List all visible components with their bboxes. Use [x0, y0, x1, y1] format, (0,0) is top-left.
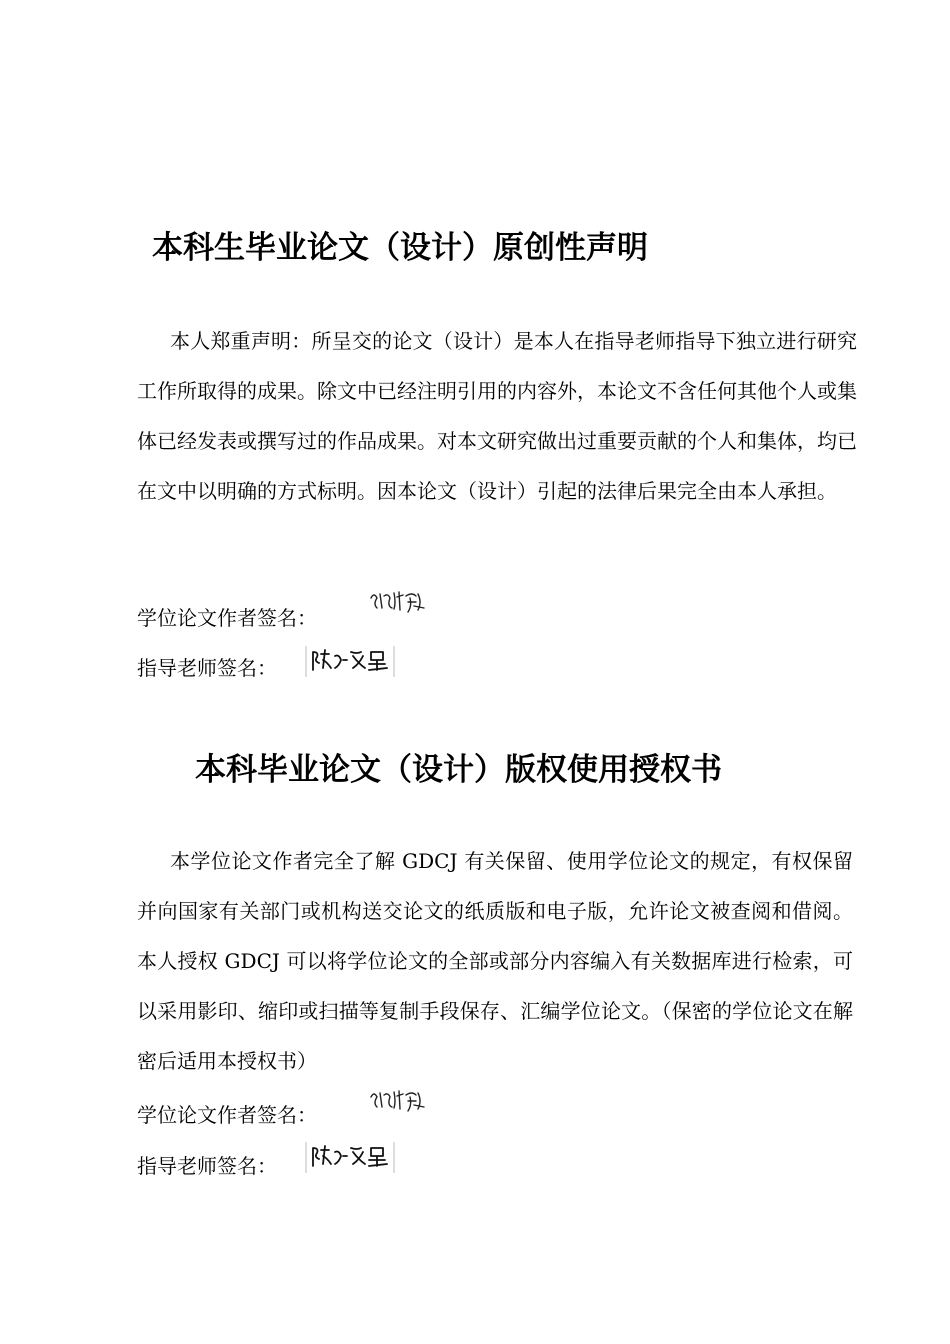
declaration-title: 本科生毕业论文（设计）原创性声明	[152, 230, 648, 266]
authorization-title: 本科毕业论文（设计）版权使用授权书	[195, 752, 722, 788]
advisor-signature-image	[305, 644, 397, 678]
declaration-advisor-signature-label: 指导老师签名：	[137, 656, 277, 680]
authorization-advisor-signature-label: 指导老师签名：	[137, 1154, 277, 1178]
authorization-body: 本学位论文作者完全了解 GDCJ 有关保留、使用学位论文的规定，有权保留并向国家有关部门或机构送交论文的纸质版和电子版，允许论文被查阅和借阅。本人授权 GDCJ 可以将学位论文的全部或部分内容编入有关数据库进行检索，可以采用影印、缩印或扫描等复制手段保存、汇编学位论文。（保密的学位论文在解密后适用本授权书）	[137, 849, 853, 1073]
author-signature-image	[368, 1087, 428, 1115]
declaration-body: 本人郑重声明：所呈交的论文（设计）是本人在指导老师指导下独立进行研究工作所取得的成果。除文中已经注明引用的内容外，本论文不含任何其他个人或集体已经发表或撰写过的作品成果。对本文研究做出过重要贡献的个人和集体，均已在文中以明确的方式标明。因本论文（设计）引起的法律后果完全由本人承担。	[137, 329, 857, 503]
author-signature-image	[368, 588, 428, 616]
advisor-signature-image	[305, 1140, 397, 1174]
authorization-author-signature-label: 学位论文作者签名：	[137, 1103, 317, 1127]
declaration-author-signature-label: 学位论文作者签名：	[137, 606, 317, 630]
